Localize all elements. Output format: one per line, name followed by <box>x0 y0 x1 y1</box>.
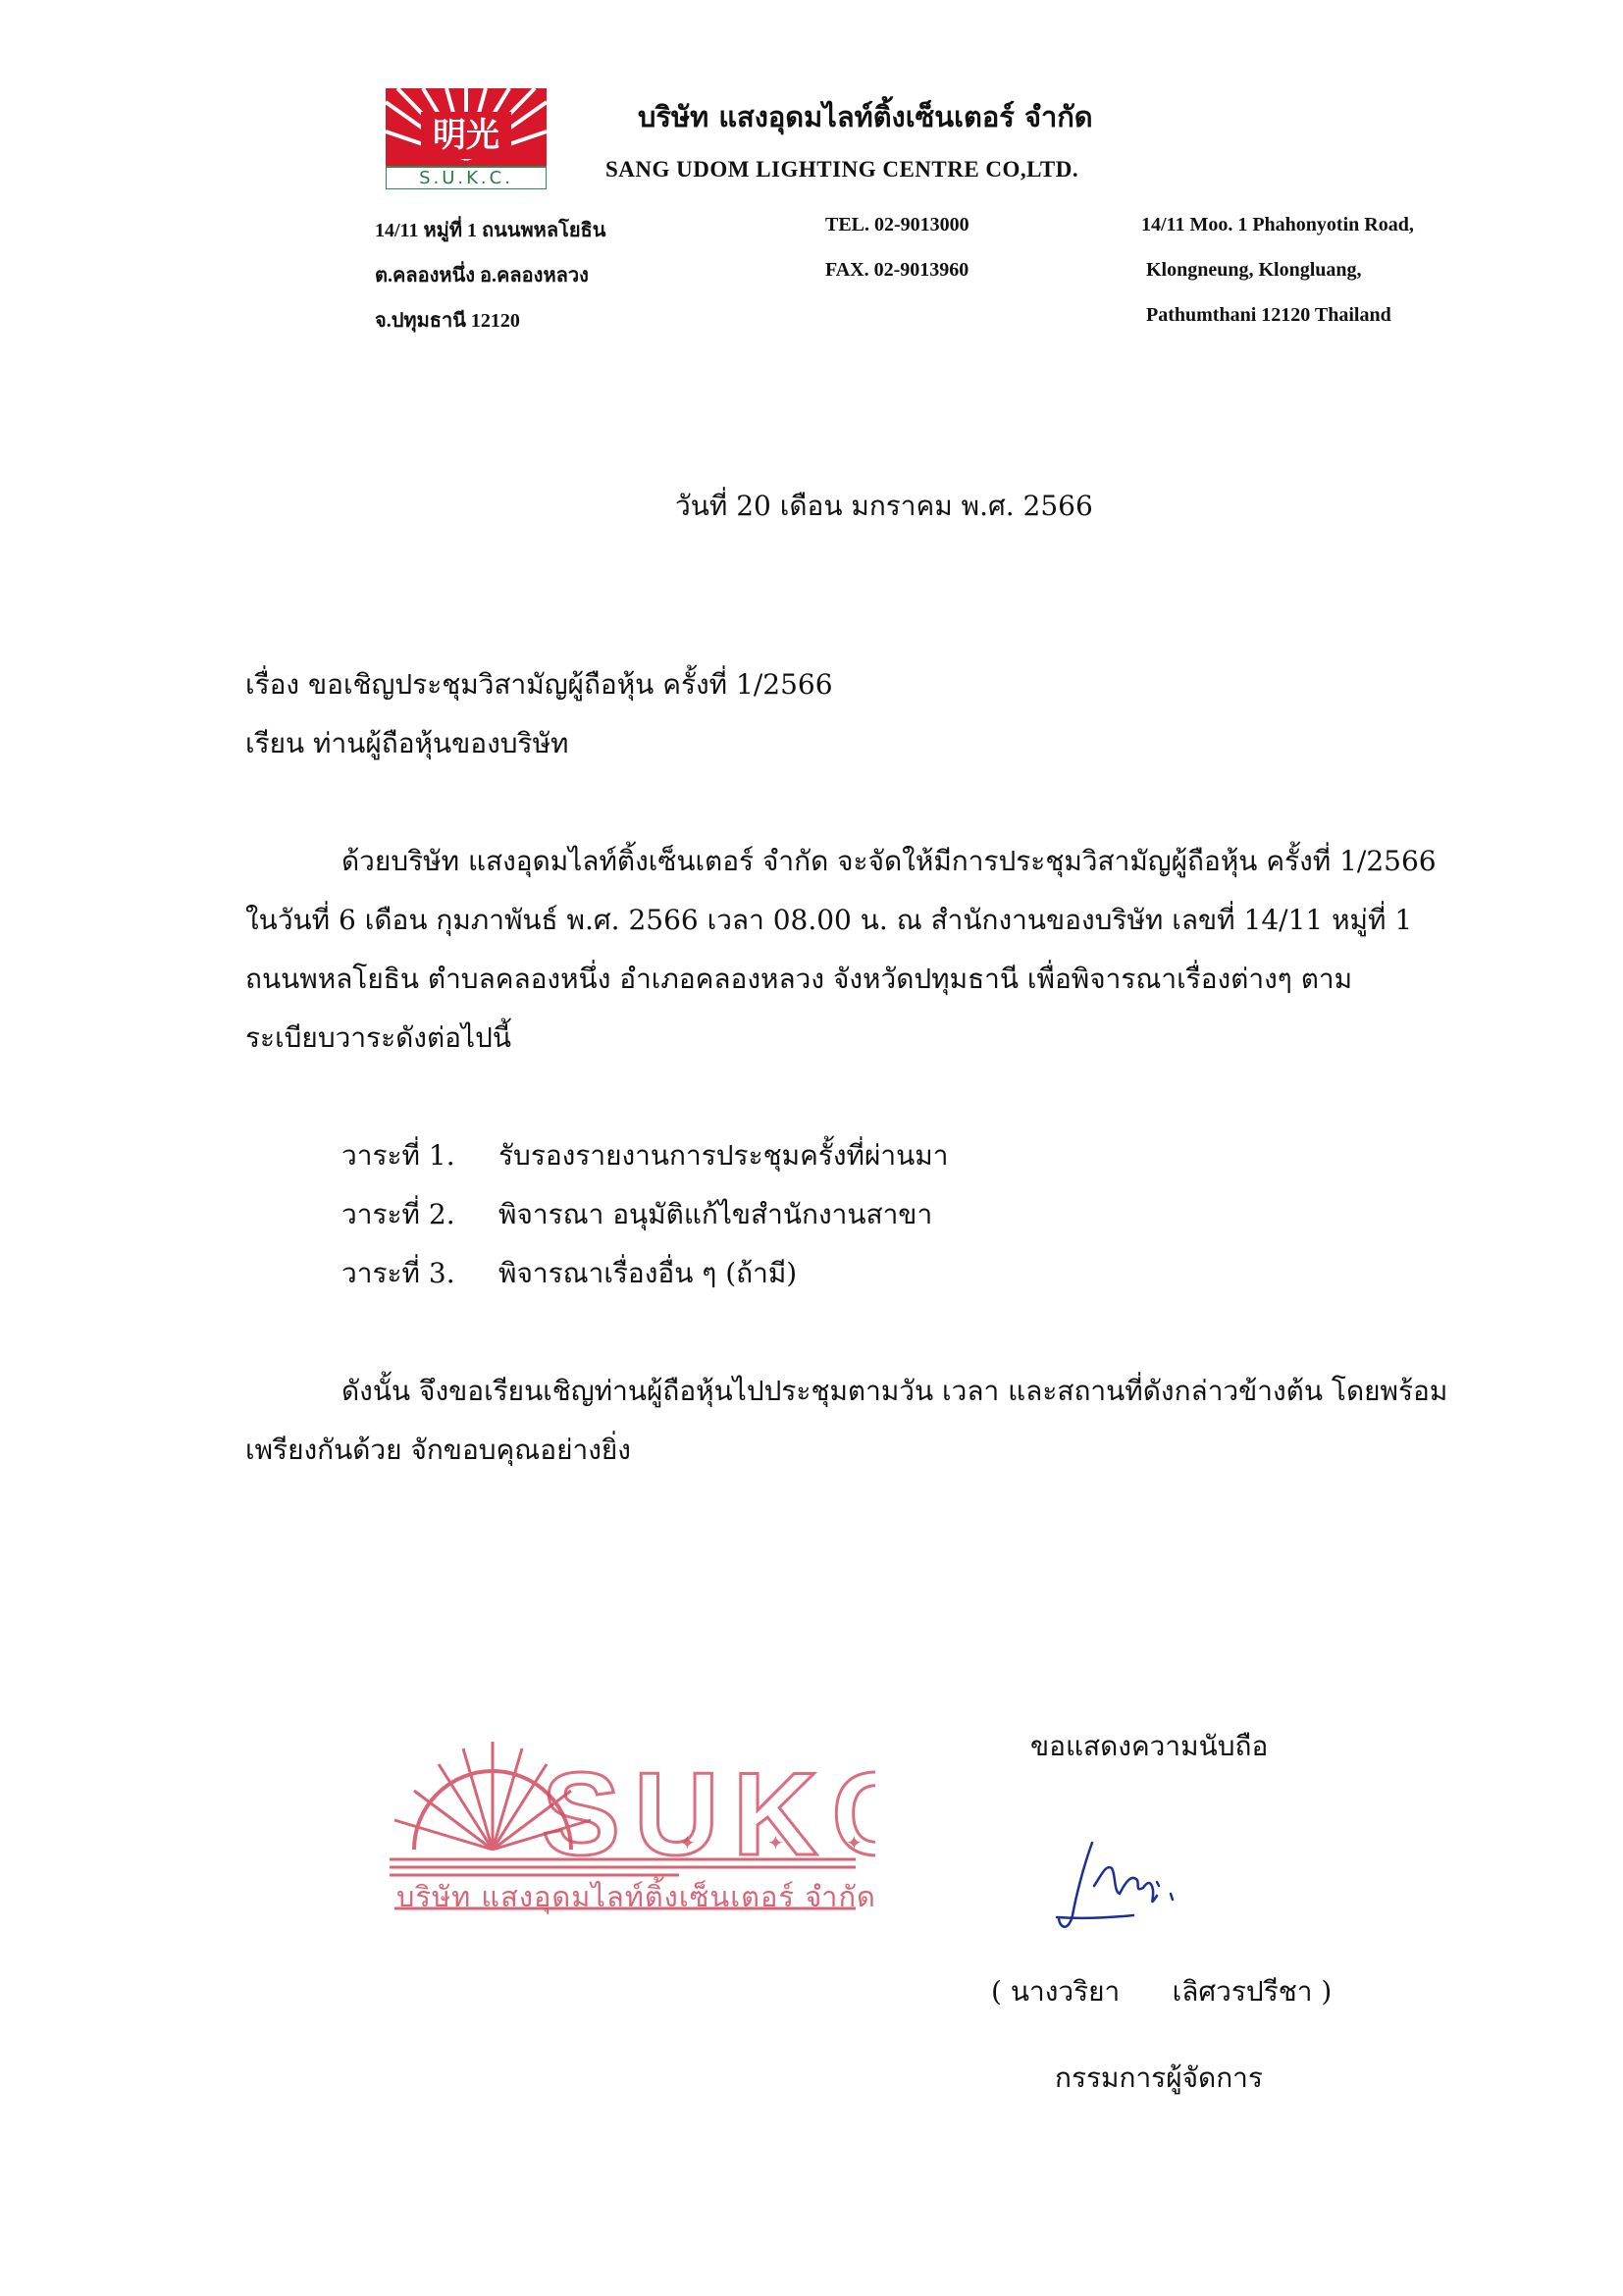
paragraph-1-line-4: ระเบียบวาระดังต่อไปนี้ <box>245 1021 511 1054</box>
agenda-number: วาระที่ 3. <box>341 1257 455 1289</box>
signatory-title: กรรมการผู้จัดการ <box>1055 2061 1263 2094</box>
closing-regards: ขอแสดงความนับถือ <box>1030 1730 1269 1762</box>
address-english-line-2: Klongneung, Klongluang, <box>1146 259 1362 281</box>
agenda-item: พิจารณาเรื่องอื่น ๆ (ถ้ามี) <box>498 1257 798 1289</box>
paragraph-2-line-1: ดังนั้น จึงขอเรียนเชิญท่านผู้ถือหุ้นไปประชุมตามวัน เวลา และสถานที่ดังกล่าวข้างต้น โดยพร้อม <box>341 1375 1448 1407</box>
paragraph-2-line-2: เพรียงกันด้วย จักขอบคุณอย่างยิ่ง <box>245 1434 631 1466</box>
agenda-number: วาระที่ 1. <box>341 1139 455 1172</box>
agenda-number: วาระที่ 2. <box>341 1198 455 1230</box>
logo-mark-text: 明光 <box>433 116 499 155</box>
agenda-item: พิจารณา อนุมัติแก้ไขสำนักงานสาขา <box>498 1198 933 1230</box>
svg-text:✦: ✦ <box>846 1831 863 1854</box>
company-stamp <box>385 1707 875 1923</box>
letter-date: วันที่ 20 เดือน มกราคม พ.ศ. 2566 <box>675 490 1093 522</box>
agenda-item: รับรองรายงานการประชุมครั้งที่ผ่านมา <box>498 1139 949 1172</box>
fax: FAX. 02-9013960 <box>825 259 969 281</box>
svg-text:✦: ✦ <box>679 1831 696 1854</box>
address-thai-line-1: 14/11 หมู่ที่ 1 ถนนพหลโยธิน <box>375 220 606 241</box>
svg-text:✦: ✦ <box>767 1831 784 1854</box>
stamp-company-text: บริษัท แสงอุดมไลท์ติ้งเซ็นเตอร์ จำกัด <box>396 1880 876 1913</box>
address-english-line-1: 14/11 Moo. 1 Phahonyotin Road, <box>1141 214 1414 235</box>
address-thai-line-3: จ.ปทุมธานี 12120 <box>375 310 520 332</box>
handwritten-signature <box>1055 1835 1222 1943</box>
company-logo <box>386 88 547 189</box>
signatory-name: ( นางวริยา เลิศวรปรีชา ) <box>991 1975 1333 2008</box>
paragraph-1-line-3: ถนนพหลโยธิน ตำบลคลองหนึ่ง อำเภอคลองหลวง จังหวัดปทุมธานี เพื่อพิจารณาเรื่องต่างๆ ตาม <box>245 963 1353 995</box>
stamp-letters: SUK <box>542 1748 832 1880</box>
company-name-english: SANG UDOM LIGHTING CENTRE CO,LTD. <box>605 157 1079 182</box>
address-english-line-3: Pathumthani 12120 Thailand <box>1146 304 1391 326</box>
letter-recipient: เรียน ท่านผู้ถือหุ้นของบริษัท <box>245 727 569 759</box>
paragraph-1-line-2: ในวันที่ 6 เดือน กุมภาพันธ์ พ.ศ. 2566 เวลา 08.00 น. ณ สำนักงานของบริษัท เลขที่ 14/11 หมู่ที่ 1 <box>245 904 1413 936</box>
company-name-thai: บริษัท แสงอุดมไลท์ติ้งเซ็นเตอร์ จำกัด <box>638 100 1093 133</box>
address-thai-line-2: ต.คลองหนึ่ง อ.คลองหลวง <box>375 265 589 287</box>
letter-subject: เรื่อง ขอเชิญประชุมวิสามัญผู้ถือหุ้น ครั้งที่ 1/2566 <box>245 668 833 701</box>
telephone: TEL. 02-9013000 <box>825 214 969 235</box>
signature-graphic <box>1055 1835 1222 1943</box>
paragraph-1-line-1: ด้วยบริษัท แสงอุดมไลท์ติ้งเซ็นเตอร์ จำกัด จะจัดให้มีการประชุมวิสามัญผู้ถือหุ้น ครั้งที่ 1/2566 <box>341 845 1437 877</box>
logo-caption: S.U.K.C. <box>419 168 513 188</box>
